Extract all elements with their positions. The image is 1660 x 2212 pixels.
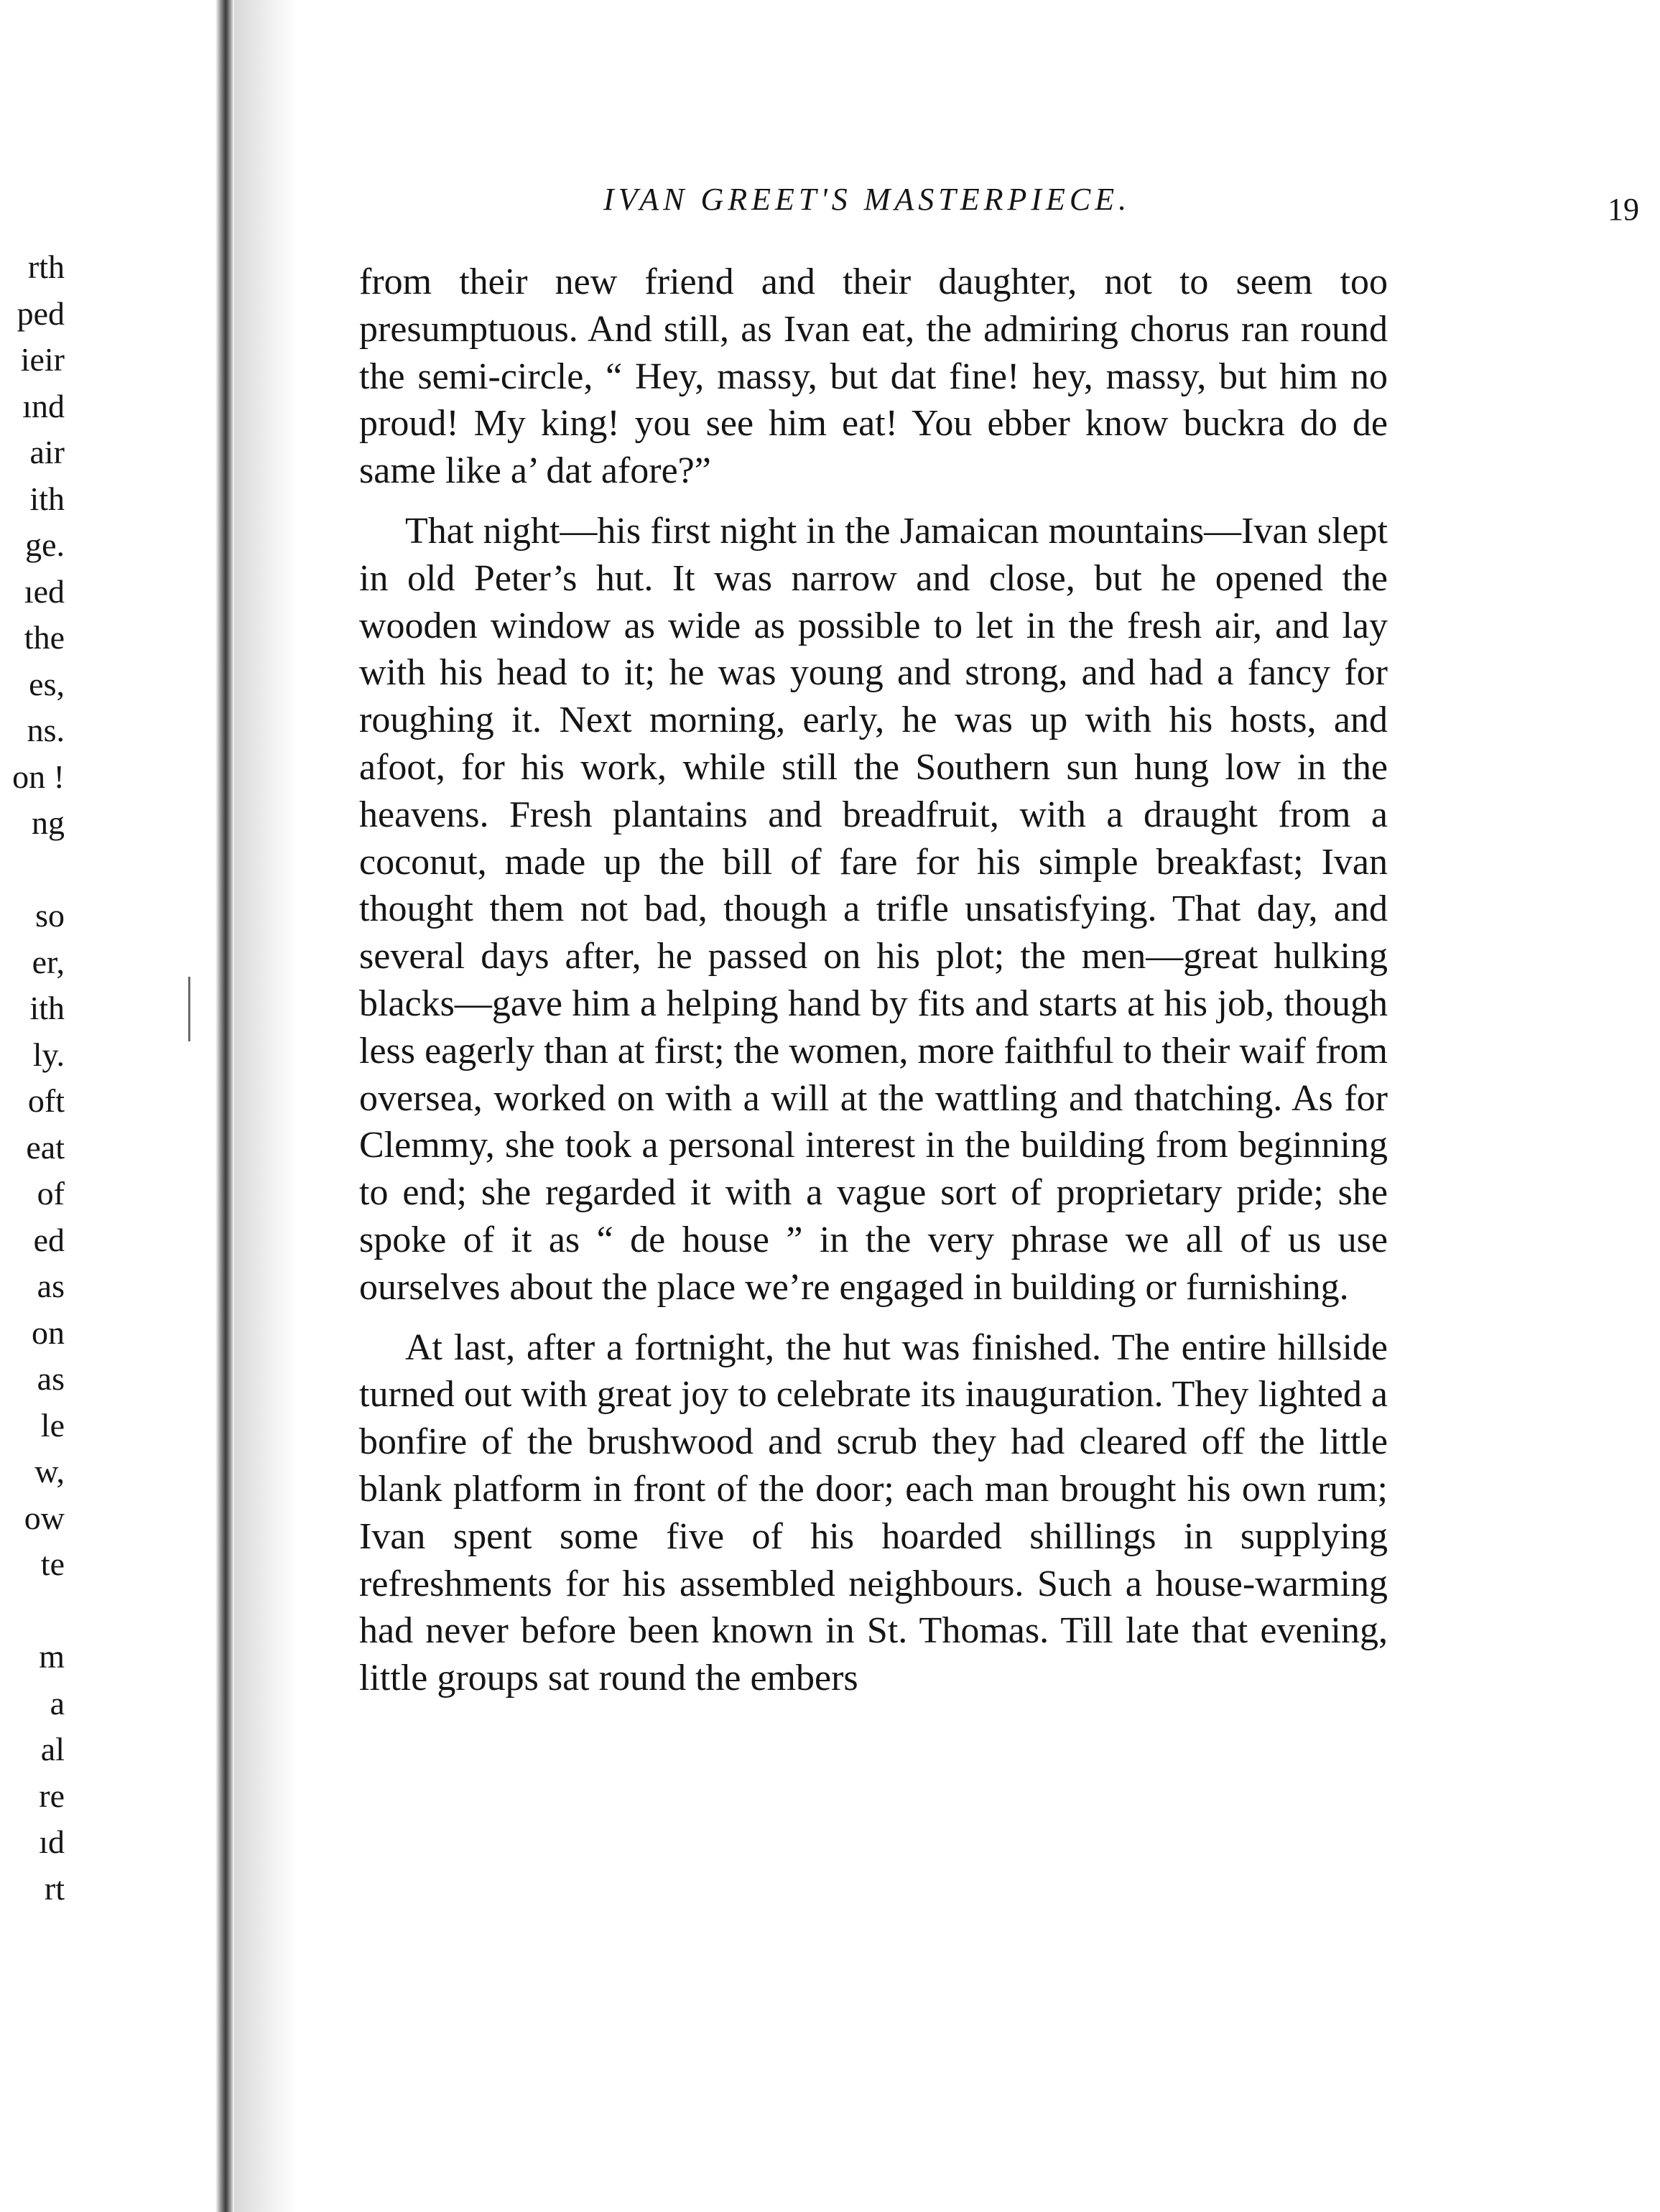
left-page-line-fragment: ly. <box>32 1036 65 1073</box>
left-page-line-fragment: ıed <box>24 572 65 610</box>
left-page-line-fragment: rth <box>27 248 65 285</box>
left-page-line-fragment: te <box>40 1546 65 1582</box>
left-page-line-fragment: m <box>39 1638 65 1675</box>
left-page-line-fragment: so <box>35 897 65 934</box>
left-page-line-fragment: ieir <box>20 341 65 378</box>
paragraph: from their new friend and their daughter, not to seem too presumptuous. And still, as Ivan eat, the admiring chorus ran round the semi-circle, “ Hey, massy, but dat fine! hey, massy, but him no proud! My king! you see him eat! You ebber know buckra do de same like a’ dat afore?” <box>359 261 1388 492</box>
left-page-line-fragment: rt <box>44 1869 65 1907</box>
left-page-line-fragment: ınd <box>22 387 65 424</box>
paragraph: At last, after a fortnight, the hut was finished. The entire hillside turned out with great joy to celebrate its inauguration. They lighted a bonfire of the brushwood and scrub they had cleared off the little blank platform in front of the door; each man brought his own rum; Ivan spent some five of his hoarded shillings in supplying refreshments for his assembled neighbours. Such a house-warming had never before been known in St. Thomas. Till late that evening, little groups sat round the embers <box>359 1326 1388 1699</box>
scan-mark <box>188 977 190 1005</box>
left-page-line-fragment: as <box>37 1268 65 1304</box>
left-page-line-fragment <box>0 847 65 893</box>
page-number: 19 <box>1608 192 1639 227</box>
running-header-title: IVAN GREET'S MASTERPIECE. <box>603 182 1131 217</box>
book-fold <box>215 0 234 2212</box>
left-page-line-fragment: of <box>37 1175 65 1212</box>
left-page-line-fragment: w, <box>34 1453 65 1490</box>
left-page-line-fragment: re <box>39 1777 65 1814</box>
left-page-line-fragment: ns. <box>27 712 65 748</box>
left-page-line-fragment: ıd <box>39 1823 65 1860</box>
left-page-line-fragment: eat <box>26 1128 65 1166</box>
left-page-line-fragment: the <box>24 619 65 656</box>
left-page-line-fragment: ped <box>17 294 65 332</box>
body-text <box>359 259 1388 1715</box>
left-page-line-fragment: ow <box>24 1499 65 1536</box>
left-page-line-fragment: a <box>50 1684 65 1721</box>
scan-mark <box>188 1005 190 1041</box>
page-gutter-shadow <box>234 0 299 2212</box>
left-page-line-fragment: on ! <box>12 758 65 795</box>
paragraph: That night—his first night in the Jamaican mountains—Ivan slept in old Peter’s hut. It was narrow and close, but he opened the wooden window as wide as possible to let in the fresh air, and lay with his head to it; he was young and strong, and had a fancy for roughing it. Next morning, early, he was up with his hosts, and afoot, for his work, while still the Southern sun hung low in the heavens. Fresh plantains and breadfruit, with a draught from a coconut, made up the bill of fare for his simple breakfast; Ivan thought them not bad, though a trifle unsatisfying. That day, and several days after, he passed on his plot; the men—great hulking blacks—gave him a helping hand by fits and starts at his job, though less eagerly than at first; the women, more faithful to their waif from oversea, worked on with a will at the wattling and thatching. As for Clemmy, she took a personal interest in the building from beginning to end; she regarded it with a vague sort of proprietary pride; she spoke of it as “ de house ” in the very phrase we all of us use ourselves about the place we’re engaged in building or furnishing. <box>359 510 1388 1308</box>
left-page-line-fragment: ed <box>33 1221 65 1258</box>
left-page-line-fragment: ng <box>32 804 65 841</box>
left-page-line-fragment: le <box>40 1406 65 1444</box>
left-page-line-fragment: es, <box>29 665 65 702</box>
left-page-line-fragment: al <box>40 1731 65 1767</box>
left-page-line-fragment: er, <box>32 943 65 980</box>
left-page-line-fragment: as <box>37 1360 65 1397</box>
left-page-fragments <box>0 244 65 1912</box>
left-page-line-fragment: on <box>32 1314 65 1351</box>
left-page-line-fragment: oft <box>27 1082 65 1119</box>
left-page-line-fragment: air <box>29 434 65 470</box>
left-page-line-fragment: ith <box>29 990 65 1026</box>
left-page-line-fragment: ith <box>29 480 65 517</box>
left-page-line-fragment <box>0 1588 65 1635</box>
left-page-line-fragment: ge. <box>25 526 65 563</box>
